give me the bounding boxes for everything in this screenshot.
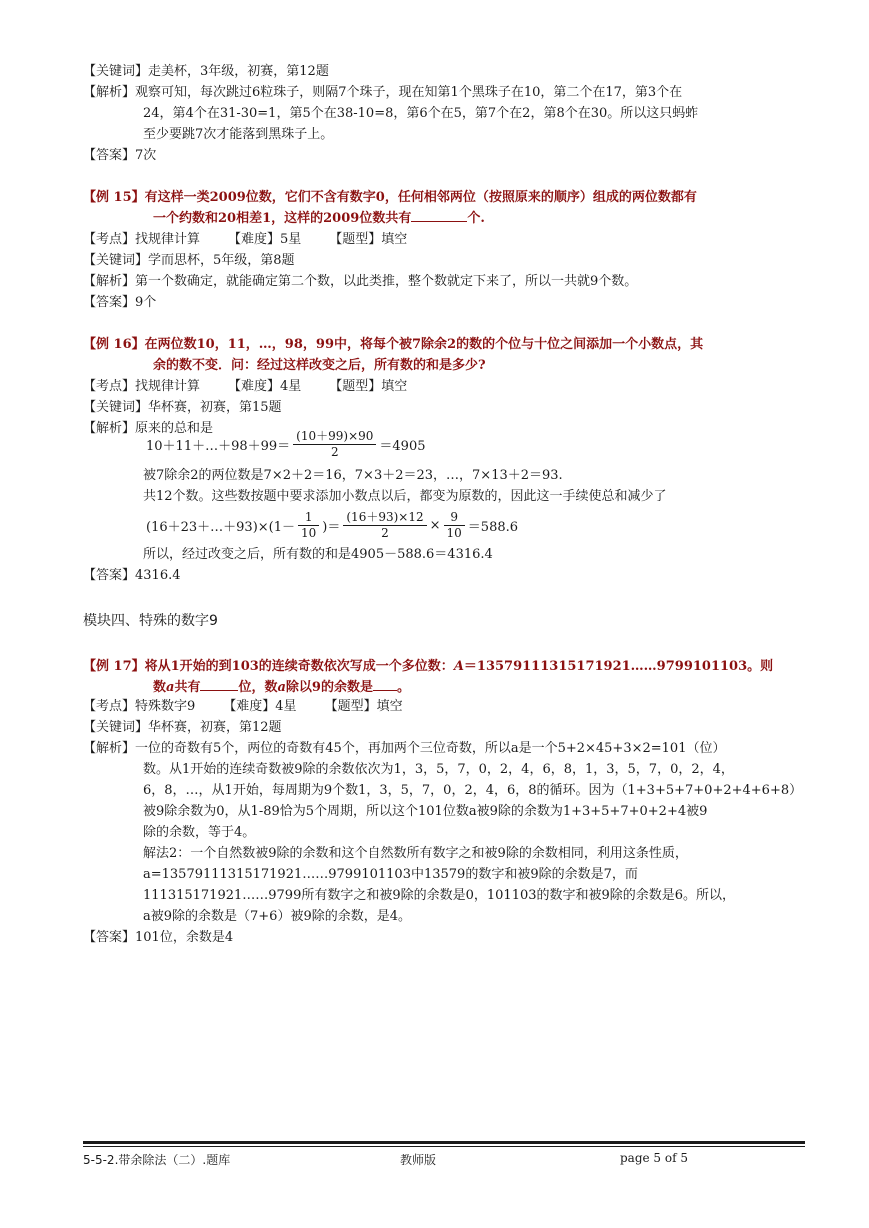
analysis-line: 除的余数，等于4。: [143, 825, 256, 840]
analysis-line: 共12个数。这些数按题中要求添加小数点以后，都变为原数的，因此这一手续使总和减少了: [143, 489, 667, 504]
difficulty-tag: 【难度】5星: [228, 232, 302, 247]
module-heading: 模块四、特殊的数字9: [83, 613, 218, 629]
analysis-line: 数。从1开始的连续奇数被9除的余数依次为1，3，5，7，0，2，4，6，8，1，3，5，7，0，2，4，: [143, 762, 734, 777]
answer-line: 【答案】4316.4: [83, 568, 181, 583]
example-label: 【例 15】: [83, 190, 145, 205]
footer-rule: [83, 1146, 805, 1147]
fraction: $\frac{9}{10}$: [444, 510, 465, 541]
keywords-line: 【关键词】走美杯，3年级，初赛，第12题: [83, 64, 329, 79]
example-17-question: 【例 17】将从1开始的到103的连续奇数依次写成一个多位数：A＝13579111315171921……9799101103。则: [83, 659, 774, 674]
formula-line: 10＋11＋…＋98＋99＝ $\frac{(10+99)\times 90}{2}$ ＝4905: [146, 428, 426, 459]
example-15-question-cont: 一个约数和20相差1，这样的2009位数共有 个.: [153, 211, 485, 226]
analysis-line: 6，8，…，从1开始，每周期为9个数1，3，5，7，0，2，4，6，8的循环。因为（1+3+5+7+0+2+4+6+8）: [143, 783, 803, 798]
keywords-line: 【关键词】华杯赛，初赛，第15题: [83, 400, 282, 415]
analysis-line: 【解析】第一个数确定，就能确定第二个数，以此类推，整个数就定下来了，所以一共就9个数。: [83, 274, 638, 289]
example-label: 【例 17】: [83, 659, 145, 674]
type-tag: 【题型】填空: [329, 232, 408, 247]
fraction: $\frac{(10+99)\times 90}{2}$: [293, 429, 376, 460]
keywords-line: 【关键词】学而思杯，5年级，第8题: [83, 253, 295, 268]
fraction: $\frac{1}{10}$: [298, 510, 319, 541]
footer-doc-title: 5-5-2.带余除法（二）.题库: [83, 1153, 231, 1167]
analysis-line: 被9除余数为0，从1-89恰为5个周期，所以这个101位数a被9除的余数为1+3+5+7+0+2+4被9: [143, 804, 708, 819]
type-tag: 【题型】填空: [329, 379, 408, 394]
footer-edition: 教师版: [400, 1153, 437, 1167]
answer-blank: [373, 690, 397, 691]
analysis-line: 【解析】观察可知，每次跳过6粒珠子，则隔7个珠子，现在知第1个黑珠子在10，第二个在17，第3个在: [83, 85, 683, 100]
meta-line: [83, 698, 403, 716]
example-15-question: 【例 15】有这样一类2009位数，它们不含有数字0，任何相邻两位（按照原来的顺序）组成的两位数都有: [83, 190, 697, 205]
example-17-question-cont: 数a共有 位，数a除以9的余数是 。: [153, 680, 410, 695]
example-16-question: 【例 16】在两位数10，11，…，98，99中，将每个被7除余2的数的个位与十位之间添加一个小数点，其: [83, 337, 704, 352]
analysis-line: 111315171921……9799所有数字之和被9除的余数是0，101103的数字和被9除的余数是6。所以，: [143, 888, 736, 903]
meta-line: [83, 378, 407, 396]
difficulty-tag: 【难度】4星: [228, 379, 302, 394]
answer-blank: [411, 221, 467, 222]
example-label: 【例 16】: [83, 337, 145, 352]
meta-line: [83, 231, 407, 249]
analysis-line: 24，第4个在31-30=1，第5个在38-10=8，第6个在5，第7个在2，第8个在30。所以这只蚂蚱: [143, 106, 699, 121]
example-16-question-cont: 余的数不变．问：经过这样改变之后，所有数的和是多少?: [153, 358, 486, 373]
analysis-line: a被9除的余数是（7+6）被9除的余数，是4。: [143, 909, 411, 924]
footer-rule: [83, 1141, 805, 1144]
analysis-line: 所以，经过改变之后，所有数的和是4905－588.6＝4316.4: [143, 547, 493, 562]
answer-blank: [200, 690, 238, 691]
type-tag: 【题型】填空: [324, 699, 403, 714]
analysis-line: 至少要跳7次才能落到黑珠子上。: [143, 127, 334, 142]
formula-line: (16＋23＋…＋93)×(1－ $\frac{1}{10}$ )＝ $\frac{(16+93)\times 12}{2}$ × $\frac{9}{10}$ ＝588.6: [146, 509, 519, 540]
analysis-line: 【解析】一位的奇数有5个，两位的奇数有45个，再加两个三位奇数，所以a是一个5+2×45+3×2=101（位）: [83, 741, 726, 756]
answer-line: 【答案】101位，余数是4: [83, 930, 234, 945]
answer-line: 【答案】7次: [83, 148, 157, 163]
analysis-line: a=13579111315171921……9799101103中13579的数字和被9除的余数是7，而: [143, 867, 638, 882]
topic-tag: 【考点】找规律计算: [83, 379, 201, 394]
difficulty-tag: 【难度】4星: [223, 699, 297, 714]
fraction: $\frac{(16+93)\times 12}{2}$: [343, 510, 426, 541]
analysis-line: 解法2：一个自然数被9除的余数和这个自然数所有数字之和被9除的余数相同，利用这条性质，: [143, 846, 688, 861]
footer-page-number: page 5 of 5: [620, 1151, 688, 1165]
topic-tag: 【考点】特殊数字9: [83, 699, 196, 714]
analysis-line: 【解析】原来的总和是: [83, 421, 214, 436]
topic-tag: 【考点】找规律计算: [83, 232, 201, 247]
keywords-line: 【关键词】华杯赛，初赛，第12题: [83, 720, 282, 735]
analysis-line: 被7除余2的两位数是7×2＋2＝16，7×3＋2＝23，…，7×13＋2＝93.: [143, 468, 563, 483]
answer-line: 【答案】9个: [83, 295, 157, 310]
